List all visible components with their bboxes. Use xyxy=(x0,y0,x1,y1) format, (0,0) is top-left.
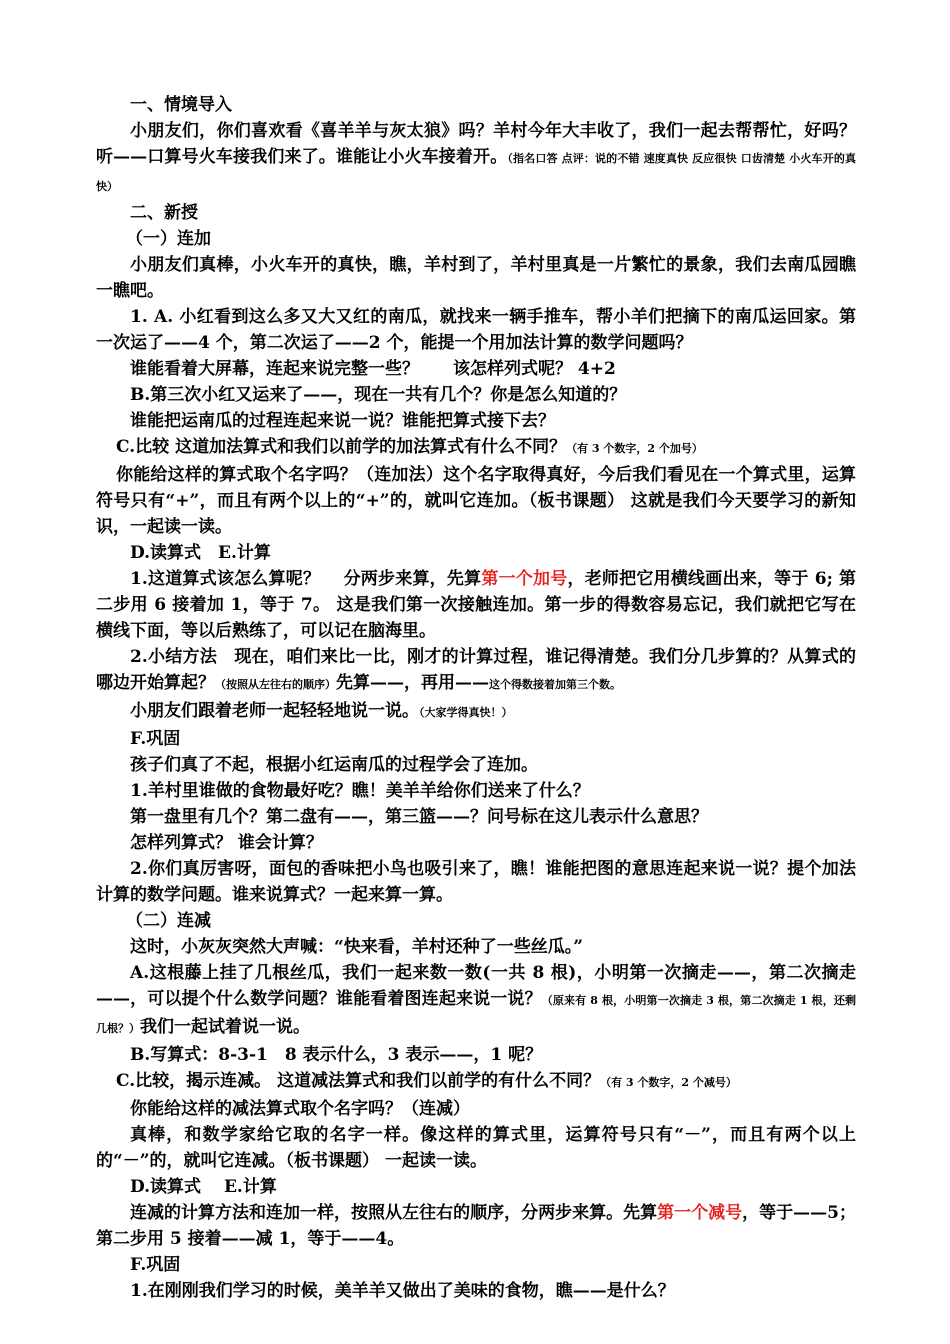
paragraph-text: 我们一起试着说一说。 xyxy=(140,1017,310,1037)
highlight-text: 第一个加号 xyxy=(481,569,568,589)
section-heading-intro: 一、情境导入 xyxy=(130,95,232,115)
paragraph: 小朋友们真棒，小火车开的真快，瞧，羊村到了，羊村里真是一片繁忙的景象，我们去南瓜园瞧一瞧吧。 xyxy=(96,255,856,301)
paragraph: 1. A. 小红看到这么多又大又红的南瓜，就找来一辆手推车，帮小羊们把摘下的南瓜运回家。第一次运了——4 个，第二次运了——2 个，能提一个用加法计算的数学问题吗？ xyxy=(96,307,856,353)
paragraph: F.巩固 xyxy=(130,1255,181,1275)
paragraph xyxy=(96,698,856,726)
paragraph-intro xyxy=(96,118,856,200)
paragraph-text: 连减的计算方法和连加一样，按照从左往右的顺序，分两步来算。先算 xyxy=(130,1203,658,1223)
subsection-heading-addition: （一）连加 xyxy=(126,229,211,249)
teacher-note: （有 3 个数字，2 个减号） xyxy=(600,1076,737,1089)
paragraph-text: 小朋友们跟着老师一起轻轻地说一说。 xyxy=(130,701,419,721)
paragraph xyxy=(96,434,856,462)
subsection-heading-subtraction: （二）连减 xyxy=(126,911,211,931)
paragraph: 2.你们真厉害呀，面包的香味把小鸟也吸引来了，瞧！谁能把图的意思连起来说一说？提个加法计算的数学问题。谁来说算式？一起来算一算。 xyxy=(96,859,856,905)
paragraph: 第一盘里有几个？第二盘有——，第三篮——？问号标在这儿表示什么意思？ xyxy=(130,807,708,827)
paragraph-text: ，等于——5；第二步用 5 接着——减 1，等于——4。 xyxy=(96,1203,856,1249)
paragraph: 你能给这样的算式取个名字吗？（连加法）这个名字取得真好，今后我们看见在一个算式里，运算符号只有“+”，而且有两个以上的“+”的，就叫它连加。（板书课题） 这就是我们今天要学习的新知识，一起读一读。 xyxy=(96,465,856,537)
paragraph: 1.羊村里谁做的食物最好吃？瞧！美羊羊给你们送来了什么？ xyxy=(130,781,590,801)
paragraph-text: ，老师把它用横线画出来，等于 6; 第二步用 6 接着加 1，等于 7。 这是我们第一次接触连加。第一步的得数容易忘记，我们就把它写在横线下面，等以后熟练了，可以记在脑海里。 xyxy=(96,569,856,641)
paragraph: 怎样列算式？ 谁会计算？ xyxy=(130,833,323,853)
paragraph-text: C.比较 这道加法算式和我们以前学的加法算式有什么不同？ xyxy=(116,437,567,457)
paragraph: 1.在刚刚我们学习的时候，美羊羊又做出了美味的食物，瞧——是什么？ xyxy=(130,1281,675,1301)
paragraph: 这时，小灰灰突然大声喊：“快来看，羊村还种了一些丝瓜。” xyxy=(130,937,584,957)
teacher-note: （按照从左往右的顺序） xyxy=(215,678,336,691)
teacher-note: （原来有 8 根，小明第一次摘走 3 根，第二次摘走 1 根，还剩几根？） xyxy=(96,994,857,1035)
teacher-note: 这个得数接着加第三个数。 xyxy=(489,678,621,691)
paragraph-text: 小朋友们，你们喜欢看《喜羊羊与灰太狼》吗？羊村今年大丰收了，我们一起去帮帮忙，好吗？ 听——口算号火车接我们来了。谁能让小火车接着开。 xyxy=(96,121,856,167)
paragraph: 孩子们真了不起，根据小红运南瓜的过程学会了连加。 xyxy=(130,755,538,775)
paragraph-text: 2.小结方法 现在，咱们来比一比，刚才的计算过程，谁记得清楚。我们分几步算的？从算式的哪边开始算起？ xyxy=(96,647,856,693)
paragraph-text: 1.这道算式该怎么算呢？ 分两步来算，先算 xyxy=(130,569,482,589)
paragraph-text: A.这根藤上挂了几根丝瓜，我们一起来数一数(一共 8 根)，小明第一次摘走——，第二次摘走——，可以提个什么数学问题？谁能看着图连起来说一说？ xyxy=(96,963,856,1009)
paragraph: B.写算式：8-3-1 8 表示什么，3 表示——，1 呢？ xyxy=(130,1045,543,1065)
paragraph xyxy=(96,960,856,1042)
highlight-text: 第一个减号 xyxy=(657,1203,743,1223)
paragraph xyxy=(96,566,856,644)
paragraph-text: C.比较，揭示连减。 这道减法算式和我们以前学的有什么不同？ xyxy=(116,1071,601,1091)
paragraph: D.读算式 E.计算 xyxy=(130,543,271,563)
paragraph xyxy=(96,644,856,698)
teacher-note: （大家学得真快！） xyxy=(419,706,513,719)
paragraph: F.巩固 xyxy=(130,729,181,749)
section-heading-new: 二、新授 xyxy=(130,203,198,223)
paragraph xyxy=(96,1068,856,1096)
paragraph: 谁能把运南瓜的过程连起来说一说？谁能把算式接下去？ xyxy=(130,411,555,431)
paragraph: 你能给这样的减法算式取个名字吗？（连减） xyxy=(130,1099,470,1119)
paragraph: 真棒，和数学家给它取的名字一样。像这样的算式里，运算符号只有“－”，而且有两个以上的“－”的，就叫它连减。（板书课题） 一起读一读。 xyxy=(96,1125,856,1171)
teacher-note: （有 3 个数字，2 个加号） xyxy=(566,442,703,455)
teacher-note: （指名口答 点评：说的不错 速度真快 反应很快 口齿清楚 小火车开的真快） xyxy=(96,152,856,193)
paragraph: B.第三次小红又运来了——，现在一共有几个？你是怎么知道的？ xyxy=(130,385,627,405)
paragraph xyxy=(96,1200,856,1252)
paragraph: D.读算式 E.计算 xyxy=(130,1177,277,1197)
paragraph-text: 先算——，再用—— xyxy=(336,673,489,693)
paragraph: 谁能看着大屏幕，连起来说完整一些？ 该怎样列式呢？ 4+2 xyxy=(130,359,616,379)
